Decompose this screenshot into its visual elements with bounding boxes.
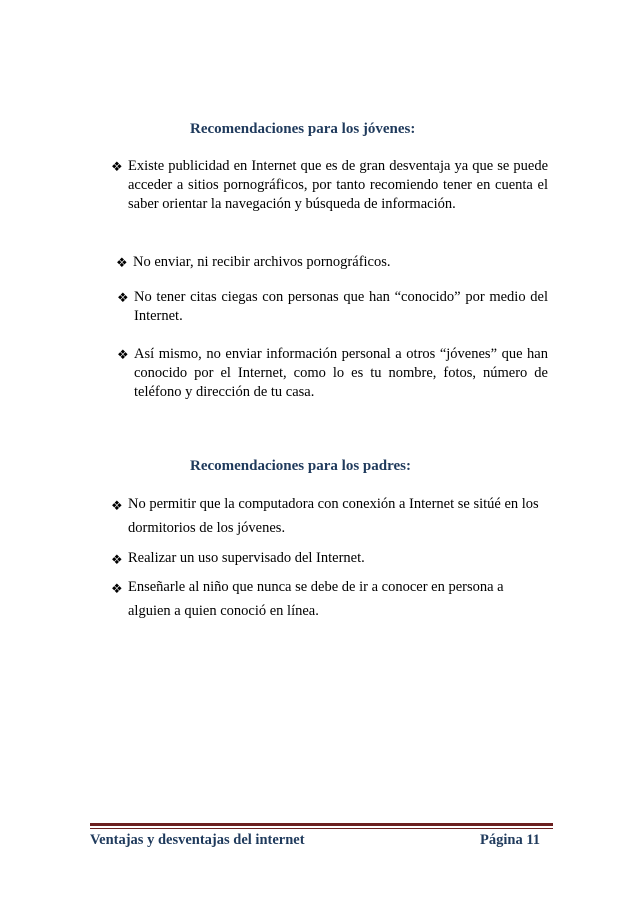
heading-parents: Recomendaciones para los padres: [190, 458, 411, 474]
parents-item-1-text: No permitir que la computadora con conexión a Internet se sitúé en los dormitorios de los jóvenes. [128, 496, 539, 536]
diamond-bullet-icon: ❖ [116, 255, 128, 270]
diamond-bullet-icon: ❖ [111, 159, 123, 174]
youth-item-3 [117, 288, 548, 326]
parents-item-1 [111, 492, 548, 540]
diamond-bullet-icon: ❖ [111, 498, 123, 513]
parents-item-3-text: Enseñarle al niño que nunca se debe de ir a conocer en persona a alguien a quien conoció en línea. [128, 579, 504, 619]
diamond-bullet-icon: ❖ [117, 347, 129, 362]
parents-item-2 [111, 546, 548, 570]
youth-item-4-text: Así mismo, no enviar información personal a otros “jóvenes” que han conocido por el Internet, como lo es tu nombre, fotos, número de teléfono y dirección de tu casa. [134, 346, 548, 400]
page-number: Página 11 [480, 832, 541, 848]
youth-item-2-text: No enviar, ni recibir archivos pornográficos. [133, 254, 391, 270]
diamond-bullet-icon: ❖ [117, 290, 129, 305]
youth-item-1 [111, 157, 548, 214]
diamond-bullet-icon: ❖ [111, 581, 123, 596]
youth-item-1-text: Existe publicidad en Internet que es de gran desventaja ya que se puede acceder a sitios pornográficos, por tanto recomiendo tener en cuenta el saber orientar la navegación y búsqueda de información. [128, 158, 548, 212]
youth-item-3-text: No tener citas ciegas con personas que han “conocido” por medio del Internet. [134, 289, 548, 324]
footer-divider-thin [90, 828, 553, 829]
footer-divider [90, 823, 553, 826]
parents-item-2-text: Realizar un uso supervisado del Internet. [128, 550, 365, 566]
youth-item-2 [116, 253, 548, 272]
diamond-bullet-icon: ❖ [111, 552, 123, 567]
heading-youth: Recomendaciones para los jóvenes: [190, 121, 416, 137]
parents-item-3 [111, 575, 548, 623]
youth-item-4 [117, 345, 548, 402]
footer-title: Ventajas y desventajas del internet [90, 832, 305, 848]
